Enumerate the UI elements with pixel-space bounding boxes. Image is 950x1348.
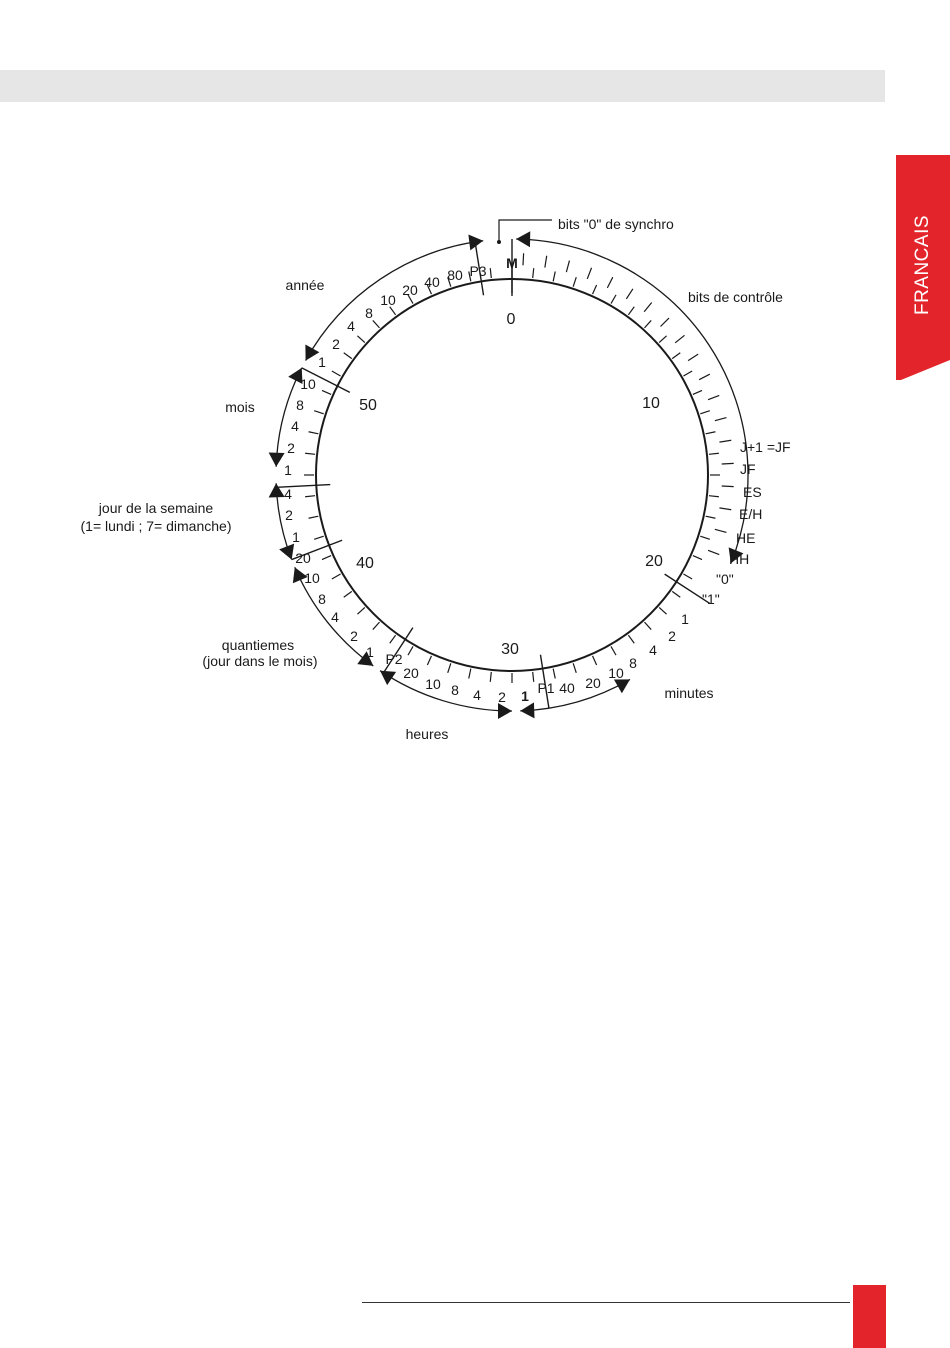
control-tick [688, 354, 698, 361]
bit-tick [373, 622, 380, 629]
bit-tick [533, 672, 534, 682]
annee-bit-label: 20 [402, 282, 418, 298]
bit-tick [305, 453, 315, 454]
control-tick [566, 261, 569, 273]
bit-tick [672, 591, 680, 597]
annee-bit-label: 8 [365, 305, 373, 321]
bit-tick [693, 556, 702, 560]
bit-tick [683, 574, 692, 579]
quantiemes-bit-label: 2 [350, 628, 358, 644]
control-tick [626, 289, 633, 299]
bit-tick [344, 591, 352, 597]
bit-tick [709, 453, 719, 454]
bit-tick [644, 622, 651, 629]
bit-tick [593, 285, 597, 294]
language-tab-label: FRANCAIS [912, 214, 933, 316]
bit-tick [672, 353, 680, 359]
arrow-head [516, 231, 530, 247]
control-tick [719, 440, 731, 442]
control-bit-label: "0" [716, 571, 734, 587]
bit-tick [314, 411, 324, 414]
control-tick [715, 418, 727, 421]
minutes-bit-label: 1 [681, 611, 689, 627]
annee-bit-label: P3 [469, 263, 487, 279]
annee-bit-label: 4 [347, 318, 355, 334]
heures-bit-label: 4 [473, 687, 481, 703]
bit-tick [344, 353, 352, 359]
bit-tick [490, 672, 491, 682]
bit-tick [709, 496, 719, 497]
bit-tick [408, 646, 413, 655]
heures-bit-label: 10 [425, 676, 441, 692]
control-tick [644, 302, 652, 311]
position-50-label: 50 [359, 397, 377, 414]
control-bits-arc [516, 239, 748, 563]
control-tick [722, 486, 734, 487]
quantiemes-label: quantiemes [221, 637, 295, 653]
arrow-head [520, 702, 534, 718]
bit-tick [309, 432, 319, 434]
minutes-bit-label: 40 [559, 680, 575, 696]
control-tick [545, 256, 547, 268]
semaine-bit-label: 2 [285, 507, 293, 523]
quantiemes-bit-label: 10 [304, 570, 320, 586]
bit-tick [469, 669, 471, 679]
minutes-bit-label: 4 [649, 642, 657, 658]
bit-tick [309, 516, 319, 518]
quantiemes-bit-label: 8 [318, 591, 326, 607]
minutes-bit-label: P1 [537, 680, 555, 696]
control-bit-label: JF [740, 461, 756, 477]
quantiemes-bit-label: 20 [295, 550, 311, 566]
bit-tick [659, 336, 666, 343]
jour-semaine-note: (1= lundi ; 7= dimanche) [80, 518, 232, 534]
control-tick [587, 268, 591, 279]
bit-tick [706, 516, 716, 518]
annee-label: année [285, 277, 325, 293]
bit-tick [593, 656, 597, 665]
bit-tick [700, 536, 710, 539]
control-tick [607, 277, 612, 288]
bit-tick [332, 371, 341, 376]
minutes-bit-label: 10 [608, 665, 624, 681]
heures-bit-label: 2 [498, 689, 506, 705]
quantiemes-bit-label: 4 [331, 609, 339, 625]
annee-bit-label: 40 [424, 274, 440, 290]
bit-tick [683, 371, 692, 376]
bit-tick [553, 272, 555, 282]
bit-tick [314, 536, 324, 539]
quantiemes-bit-label: 1 [366, 644, 374, 660]
heures-bit-label: P2 [385, 651, 403, 667]
bit-tick [490, 268, 491, 278]
control-bits-label: bits de contrôle [688, 289, 783, 305]
mois-bit-label: 2 [287, 440, 295, 456]
bit-tick [357, 607, 364, 614]
control-tick [722, 463, 734, 464]
control-bit-label: "1" [702, 591, 720, 607]
bit-tick [573, 663, 576, 673]
heures-bit-label: 8 [451, 682, 459, 698]
mois-label: mois [225, 399, 255, 415]
mois-bit-label: 10 [300, 376, 316, 392]
bit-tick [322, 556, 331, 560]
marker-m-label: M [506, 255, 518, 271]
control-tick [660, 318, 668, 326]
bit-tick [305, 496, 315, 497]
bit-tick [533, 268, 534, 278]
annee-bit-label: 80 [447, 267, 463, 283]
bit-tick [573, 277, 576, 287]
bit-tick [322, 390, 331, 394]
semaine-bit-label: 1 [292, 529, 300, 545]
control-tick [708, 395, 719, 399]
position-30-label: 30 [501, 641, 519, 658]
inner-circle [316, 279, 708, 671]
minutes-bit-label: 2 [668, 628, 676, 644]
bit-tick [448, 663, 451, 673]
bit-tick [659, 607, 666, 614]
mois-bit-label: 4 [291, 418, 299, 434]
sync-bits-label: bits "0" de synchro [558, 216, 674, 232]
position-10-label: 10 [642, 395, 660, 412]
semaine-bit-label: 4 [284, 486, 292, 502]
page-number-tab [853, 1285, 886, 1348]
bit-tick [611, 646, 616, 655]
bit-tick [373, 320, 380, 327]
heures-bit-label: 20 [403, 665, 419, 681]
position-40-label: 40 [356, 555, 374, 572]
bit-tick [700, 411, 710, 414]
control-tick [699, 374, 710, 379]
minutes-bit-label: 20 [585, 675, 601, 691]
position-0-label: 0 [506, 311, 516, 328]
mois-bit-label: 1 [284, 462, 292, 478]
heures-arc [380, 671, 512, 711]
control-bit-label: J+1 =JF [740, 439, 791, 455]
bit-tick [611, 295, 616, 304]
minutes-bit-label: 8 [629, 655, 637, 671]
mois-bit-label: 8 [296, 397, 304, 413]
arrow-head [269, 483, 285, 497]
arrow-head [269, 452, 285, 466]
bit-tick [390, 635, 396, 643]
heures-bit-label: 1 [521, 688, 529, 704]
annee-bit-label: 2 [332, 336, 340, 352]
annee-bit-label: 1 [318, 354, 326, 370]
minutes-label: minutes [664, 685, 714, 701]
quantiemes-note: (jour dans le mois) [202, 653, 318, 669]
bit-tick [357, 336, 364, 343]
arrow-head [380, 671, 396, 685]
control-bit-label: HH [729, 551, 750, 567]
control-bit-label: E/H [739, 506, 763, 522]
control-bit-label: HE [736, 530, 756, 546]
arrow-head [498, 703, 512, 719]
jour-semaine-label: jour de la semaine [98, 500, 214, 516]
bit-tick [693, 390, 702, 394]
annee-bit-label: 10 [380, 292, 396, 308]
control-tick [715, 529, 727, 532]
control-tick [675, 335, 684, 343]
control-tick [523, 253, 524, 265]
footer-rule [362, 1302, 850, 1303]
bit-tick [706, 432, 716, 434]
position-20-label: 20 [645, 553, 663, 570]
bit-tick [332, 574, 341, 579]
control-tick [708, 550, 719, 554]
heures-label: heures [405, 726, 449, 742]
control-bit-label: ES [743, 484, 762, 500]
control-tick [719, 508, 731, 510]
bit-tick [628, 307, 634, 315]
bit-tick [427, 656, 431, 665]
bit-tick [628, 635, 634, 643]
bit-tick [553, 669, 555, 679]
bit-tick [644, 320, 651, 327]
sync-callout-dot [497, 240, 501, 244]
